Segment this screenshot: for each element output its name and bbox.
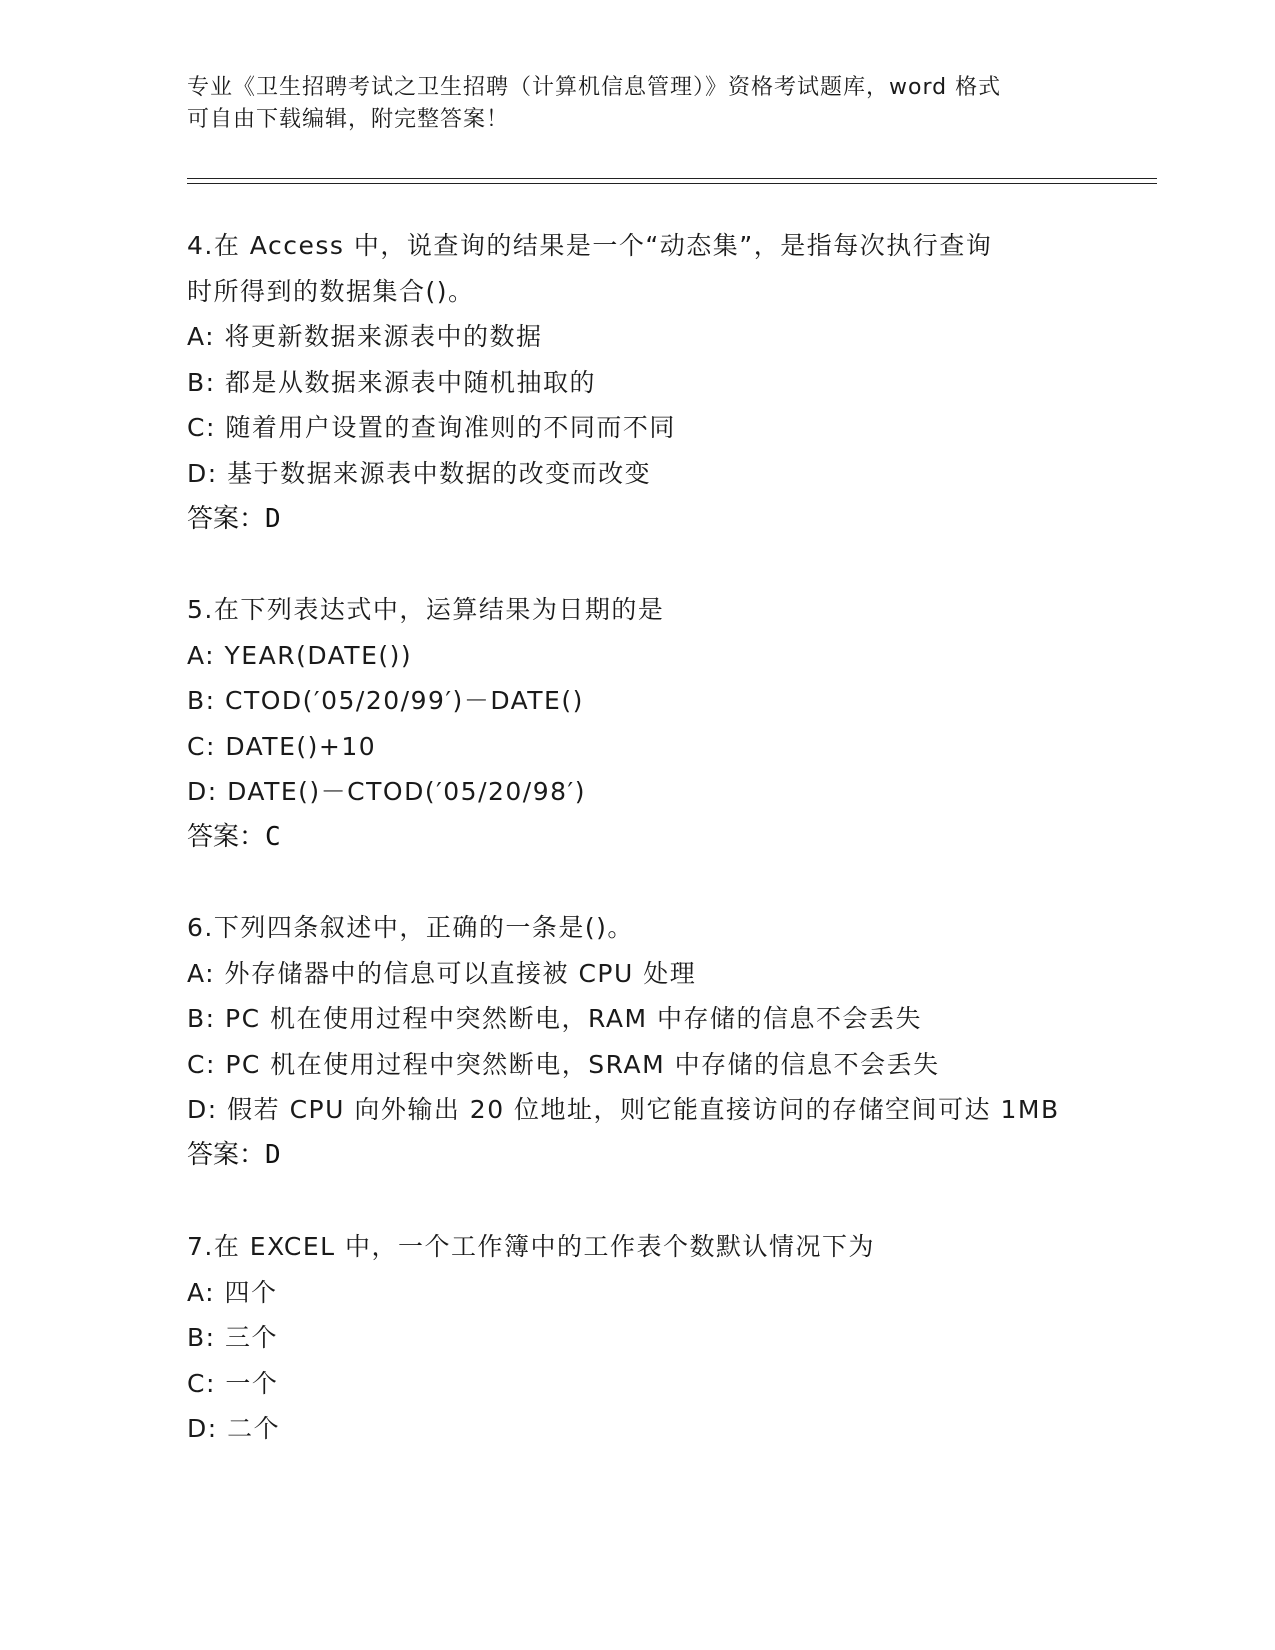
answer-label: 答案： [187,1139,266,1170]
answer-label: 答案： [187,503,266,534]
question-6 [187,905,1087,1179]
question-stem-line: 时所得到的数据集合()。 [187,276,475,306]
option-c: C: PC 机在使用过程中突然断电，SRAM 中存储的信息不会丢失 [187,1049,940,1079]
question-7 [187,1224,1087,1452]
option-c: C: 随着用户设置的查询准则的不同而不同 [187,413,676,443]
header-divider-top [187,178,1157,179]
header-title-line-1: 专业《卫生招聘考试之卫生招聘（计算机信息管理）》资格考试题库，word 格式 [187,75,1002,100]
answer-value: D [265,503,281,534]
question-5 [187,587,1087,861]
answer-line [187,497,1087,543]
question-stem-line: 4.在 Access 中，说查询的结果是一个“动态集”，是指每次执行查询 [187,231,993,260]
option-c: C: 一个 [187,1368,279,1398]
question-stem-line: 7.在 EXCEL 中，一个工作簿中的工作表个数默认情况下为 [187,1232,876,1261]
answer-value: C [265,821,281,852]
question-4 [187,223,1087,542]
option-b: B: 都是从数据来源表中随机抽取的 [187,367,597,397]
option-c: C: DATE()+10 [187,731,377,761]
option-a: A: 外存储器中的信息可以直接被 CPU 处理 [187,958,697,988]
option-b: B: PC 机在使用过程中突然断电，RAM 中存储的信息不会丢失 [187,1004,922,1034]
option-d: D: 基于数据来源表中数据的改变而改变 [187,458,652,488]
option-a: A: 将更新数据来源表中的数据 [187,322,543,352]
header-title-line-2: 可自由下载编辑，附完整答案！ [187,107,510,132]
option-a: A: 四个 [187,1277,278,1307]
option-b: B: CTOD(′05/20/99′)－DATE() [187,686,584,716]
option-a: A: YEAR(DATE()) [187,640,413,670]
document-header [187,72,1087,136]
question-stem-line: 5.在下列表达式中，运算结果为日期的是 [187,595,665,624]
header-divider-bottom [187,183,1157,184]
option-b: B: 三个 [187,1323,279,1353]
option-d: D: 假若 CPU 向外输出 20 位地址，则它能直接访问的存储空间可达 1MB [187,1095,1060,1125]
answer-value: D [265,1139,281,1170]
option-d: D: DATE()－CTOD(′05/20/98′) [187,777,586,807]
option-d: D: 二个 [187,1414,281,1444]
answer-line [187,815,1087,861]
answer-line [187,1133,1087,1179]
answer-label: 答案： [187,821,266,852]
question-stem-line: 6.下列四条叙述中，正确的一条是()。 [187,913,634,942]
